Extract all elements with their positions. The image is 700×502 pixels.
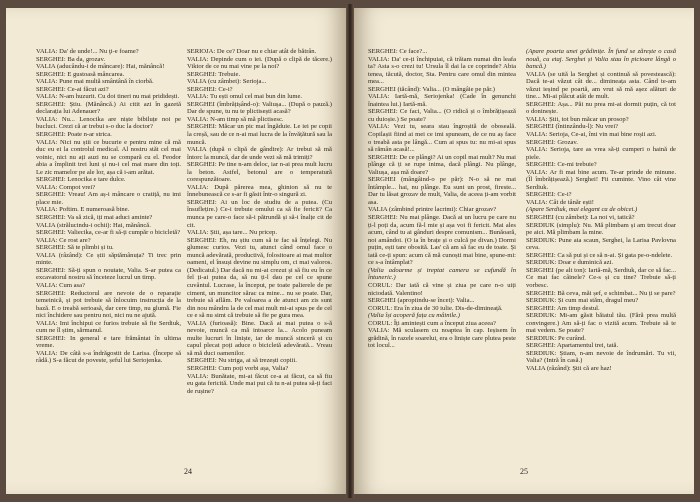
text-line: VALIA: Serioja, tare as vrea să-ți cumperi o haină de piele. — [526, 146, 676, 161]
text-line: SERDIUK: Pune aia scaun, Serghei, la Larisa Pavlovna ceva. — [526, 236, 676, 252]
text-line: VALIA: După părerea mea, ghinion să nu te înnebunească ce s-ar fi găsit într-o singură zi. — [187, 183, 332, 199]
text-line: SERGHEI: Valiecika, ce-ar fi să-ți cumpăr o bicicletă? — [36, 229, 181, 237]
text-line: SERGHEI: Ce faci, Valia... (O ridică și o îmbrățișează cu duioșie.) Se poate? — [368, 108, 516, 123]
text-line: SERGHEI: Lenocika e tare dulce. — [36, 176, 126, 184]
text-line: VALIA: Vezi tu, seara stau îngroșită de oboseală. Copilașii fiind ai mei ce imi spuneam, de ce nu aș face o treabă asta pe lângă... Cum ai spus tu: nu mi-ai spus să rămân acasă!... — [368, 123, 516, 154]
text-line: VALIA (râzând): Ce știi săptămânuța? Ti trec prin minte. — [36, 251, 181, 267]
text-line: VALIA: Bunătate, mi-ai făcut ce-a ai făcut, ca să fiu eu gata fericită. Unde mai pui că tu n-ai putea să-ți faci de rușine? — [187, 372, 332, 395]
text-line: SERGHEI: Poate n-ar strica. — [36, 131, 112, 139]
text-line: SERGHEI: Ce-i? — [187, 85, 233, 93]
text-line: SERGHEI: Ai un loc de studiu de a putea. (Cu însuflețire.) Ce-i trebuie omului ca să fie fericit? Ca munca pe care-o face să-i pătrundă și să-i înalțe cit de cit. — [187, 198, 332, 229]
text-line: SERGHEI: Așa... Păi nu prea mi-ai dormit puțin, că tot o doninește. — [526, 100, 676, 116]
text-line: SERGHEI: Ce-mi trebuie? — [526, 161, 597, 169]
text-line: SERGHEI: Ca să pui și ce să n-ai. Și gata pe-o-ndelete. — [526, 251, 673, 259]
text-line: SERGHEI: Ce-ai făcut azi? — [36, 85, 109, 93]
text-line: SERGHEI: Nu striga, ai să trezești copiii. — [187, 357, 297, 365]
text-line: (Valia adoarme și treptat camera se cufundă în întuneric.) — [368, 266, 516, 282]
text-line: SERGHEI: Eh, nu știu cum să te fac să înțelegi. Nu glumesc curios. Vezi tu, atunci când omul face o muncă adevărată, productivă, folositoare ai mai multor oameni, el însuși devine nu simplu om, ci mai valoros. (Dedicatul.) Dar dacă nu mi-ai crezut și să fiu eu în ce fel ți-ai putea da, să nu ți-l dau pe cel ce spune cuvântul. Lucrase, la început, pe toate palierele de pe ciment, un muncitor sărac ca mine... nu se poate. Dar, trebuie să aflăm. Pe valoarea a de atunci am zis sunt din nou mândru la de cel mai mult mi-ai spus pe de cel ce e să nu simt că trebuie să fie pe gura mea. — [187, 236, 332, 320]
text-line: VALIA: Știi, tot bun măcar un prosop? — [526, 115, 629, 123]
right-page-column-2 — [526, 48, 676, 373]
text-line: VALIA: De câtă s-a îndrăgostit de Larisa. (Începe să râdă.) S-a făcut de poveste, șeful lui Seriojenka. — [36, 349, 181, 365]
text-line: SERGHEI: De ce plângi? Ai un copil mai mult? Nu mai plânge că ți se rupe inima, dacă plângi. Nu plânge, Valiușa, așa mă doare? — [368, 153, 516, 176]
text-line: VALIA (râzând): Știi că are haz! — [526, 364, 612, 372]
text-line: CORUL: Era în ziua de 30 iulie. Dis-de-dimineață. — [368, 304, 503, 312]
text-line: VALIA (strălucindu-i ochii): Hai, mănâncă. — [36, 221, 151, 229]
text-line: (Valia își acoperă fața cu mâinile.) — [368, 312, 460, 320]
text-line: VALIA: Imi închipui ce furios trebuie să fie Serdiuk, cum ne îl știm, sărmanul. — [36, 319, 181, 335]
text-line: SERGHEI: Trebuie. — [187, 70, 241, 78]
text-line: VALIA: N-am timp să mă plictisesc. — [187, 115, 284, 123]
text-line: VALIA: Iartă-mă, Seriojenka! (Cade în genunchi înaintea lui.) Iartă-mă. — [368, 93, 516, 108]
text-line: VALIA: Nu... Lenocika are niște bibiluțe noi pe bucluci. Crezi că ar trebui s-o duc la doctor? — [36, 115, 181, 131]
right-page-column-1 — [368, 48, 516, 350]
text-line: SERDIUK: Mi-am găsit băiatul tău. (Fără prea multă convingere.) Am să-ți fac o vizită acum. Trebuie să te mai vedem. Se poate? — [526, 312, 676, 335]
text-line: VALIA: Da' ce-ți închipuiai, că trăiam numai din leafa ta? Asta s-o crezi tu! Ursula îl dai la ce coprinde? Abia tenea, tăcută, doctor, Sta. Pentru care omul din mintea mea... — [368, 55, 516, 86]
text-line: SERGHEI: In general e tare frământat în ultima vreme. — [36, 334, 181, 350]
left-page — [6, 8, 346, 494]
text-line: SERGHEI: Măcar un pic mai îngăduie. Le iei pe copii la creșă, sau de ce n-ai mai lucra de la învățătură sau la muncă. — [187, 123, 332, 146]
text-line: VALIA (se uită la Serghei și continuă să povestească): Dacă te-ai văzut cât de... dimineața asta. Când te-am văzut ieșind pe poartă, am vrut să mă așez alături de tine... Mi-ai plăcut atât de mult. — [526, 70, 676, 101]
text-line: VALIA: Pune mai multă smântână în ciorbă. — [36, 78, 154, 86]
text-line: VALIA: Cât de tânăr ești! — [526, 198, 594, 206]
text-line: VALIA: Tu ești omul cel mai bun din lume. — [187, 93, 303, 101]
text-line: VALIA: Mă sculasem cu noaptea în cap. Ieșisem în grădină, în razele soarelui, era o liniște care plutea peste tot locul... — [368, 327, 516, 350]
text-line: SERDIUK: Doar e duminică azi. — [526, 259, 613, 267]
text-line: SERIOJA: De ce? Doar nu e chiar atât de bătrân. — [187, 48, 317, 55]
text-line: SERGHEI (mângâind-o pe păr): N-o să ne mai întâmple... hai, nu plânge. Eu sunt un prost, fireste... Dar tu lăsat grozav de mult, Valia, de aceea ți-am vorbit asa. — [368, 176, 516, 206]
text-line: SERGHEI: E gustoasă mâncarea. — [36, 70, 125, 78]
text-line: SERGHEI: Cum poți vorbi așa, Valia? — [187, 364, 289, 372]
text-line: SERGHEI: Reductorul are nevoie de o reparație temeinică, și pot trebuie să înlocuim instrucția de la bază. E o treabă serioasă, dar cere timp, nu glumă. Fie nici închidere sau pentru noi, nici nu ne ajută. — [36, 289, 181, 320]
text-line: SERGHEI: Va să zică, iți mai aduci aminte? — [36, 214, 153, 222]
text-line: VALIA (furioasă): Bine. Dacă ai mai putea o s-ă nevoie, muncă ca mă intoarce la... Acolo puneam multe lucruri în liniște, iar de muncă sinceră și cu capul plecat poți aduce o bicicletă adevărată... Vreau să mă duci oamenilor. — [187, 319, 332, 357]
text-line: VALIA (după o clipă de gândire): Ar trebui să mă întorc la muncă, dar de unde vezi să mă trimiți? — [187, 146, 332, 161]
text-line: SERGHEI (apropiindu-se încet): Valia... — [368, 297, 475, 305]
text-line: SERGHEI: Bă ceva, măi șef, e schimbat... Nu ți se pare? — [526, 289, 676, 297]
text-line: SERGHEI: Am timp destul. — [526, 304, 600, 312]
text-line: SERGHEI: Apartamentul trei, tată. — [526, 342, 619, 350]
text-line: VALIA: Știi, așa tare... Nu pricep. — [187, 229, 277, 237]
text-line: SERGHEI: Nu mai plânge. Dacă ai un lucru pe care nu ți-l poți da, acum fă-l mie și așa voi fi fericit. Mai ales acum, când tu ai gânduri despre comunism... Bunăoară, noi amândoi. (O ia în brațe și o culcă pe divan.) Dormi puțin, ești tare obosită. Las' că am să fac eu de toate. Și iată ce-ți spun: acum că mă cunoști mai bine, spune-mi: ce s-a întâmplat? — [368, 214, 516, 267]
text-line: VALIA: Ar fi mai bine acum. Te-ar prinde de minune. (Îl îmbrățișează.) Serghei! Fii cuminte. Vino cât vine Serdiuk. — [526, 168, 676, 191]
text-line: SERDIUK: Pe curând. — [526, 334, 586, 342]
text-line: VALIA (cu zâmbet): Serioja... — [187, 78, 267, 86]
text-line: VALIA: Nici nu știi ce bucurie e pentru mine că mă duc eu ei la controlul medical. Al nostru stăt cel mai voinic, nici nu ați auzi nu se compară cu el. Feodor abia a împlinit trei luni și nu-i cel mai mare din toți. Le zic mamelor pe ale lor, așa că i-am arătat. — [36, 138, 181, 176]
book-gutter — [346, 4, 354, 498]
text-line: SERGHEI (îmbrățișând-o): Valiușa... (După o pauză.) Dar de spune, tu nu te plictisești acasă? — [187, 100, 332, 116]
text-line: SERGHEI (pe alt ton): Iartă-mă, Serdiuk, dar ce să fac... Ce mai fac câinele? Ce-s și cu tine? Trebuie să-ți vorbesc. — [526, 266, 676, 289]
text-line: SERGHEI: Ce-i? — [526, 191, 572, 199]
text-line: SERDIUK: Știam, n-am nevoie de îndrumări. Tu vii, Valia? (Intră în casă.) — [526, 349, 676, 365]
text-line: VALIA: Da' de unde!... Nu ţi-e foame? — [36, 48, 139, 55]
left-page-column-1 — [36, 48, 181, 365]
text-line: CORUL: Dar iată că vine și ziua pe care n-o uiți niciodată. Valentino! — [368, 281, 516, 297]
text-line: CORUL: Îți amintești cum a început ziua aceea? — [368, 319, 496, 327]
text-line: SERGHEI (întinzându-l): Nu vrei? — [526, 123, 619, 131]
text-line: SERGHEI: Vreau! Am aș-i mâncare o cratiță, nu imi place mie. — [36, 191, 181, 206]
page-number: 24 — [184, 467, 192, 476]
text-line: VALIA: Depinde cum o iei. (După o clipă de tăcere.) Viktor de ce nu mai vine pe la noi? — [187, 55, 332, 71]
text-line: VALIA: Cum asa? — [36, 281, 85, 289]
text-line: SERGHEI (tăcând): Valia... (O mângâie pe păr.) — [368, 85, 495, 93]
text-line: SERDIUK (simplu): Nu. Mă plimbam și am trecut doar pe aici. Mă plimbam la mine. — [526, 221, 676, 237]
left-page-column-2 — [187, 48, 332, 395]
text-line: VALIA (zâmbind printre lacrimi): Chiar grozav? — [368, 206, 497, 214]
text-line: SERGHEI: Grozav. — [526, 138, 578, 146]
page-number: 25 — [520, 467, 528, 476]
text-line: VALIA (aducându-i de mâncare): Hai, mănâncă! — [36, 63, 165, 71]
text-line: SERGHEI: Să-ți spun o noutate, Valia. S-ar putea ca excavatorul nostru să înceteze lucrul un timp. — [36, 266, 181, 282]
text-line: VALIA: N-am huzurit. Cu doi tineri nu mai prididești. — [36, 93, 180, 101]
text-line: (Apare poarta unei grădinițe. În fund se zărește o casă nouă, cu etaj. Serghei și Valia stau în picioare lângă o bancă.) — [526, 48, 676, 71]
text-line: SERGHEI: Ce face?... — [368, 48, 428, 55]
text-line: VALIA: Serioja, Ce-ai, îmi vin mai bine roșii azi. — [526, 131, 657, 139]
text-line: SERGHEI: Știu. (Mănâncă.) Ai citit azi în gazetă declarația lui Adenauer? — [36, 100, 181, 116]
text-line: (Apare Serdiuk, mai elegant ca de obicei.) — [526, 206, 638, 214]
text-line: VALIA: Ce rost are? — [36, 236, 91, 244]
text-line: SERGHEI: Ba da, grozav. — [36, 55, 105, 63]
text-line: VALIA: Compot vrei? — [36, 183, 96, 191]
text-line: SERGHEI: Pe tine n-am deloc, iar n-ai prea mult lucru la beton. Astfel, betonul are o temperatură corespunzătoare. — [187, 161, 332, 184]
text-line: SERGHEI (cu zâmbet): La noi vi, tatică? — [526, 214, 635, 222]
right-page — [354, 8, 694, 494]
text-line: SERDIUK: Și cum mai stăm, dragul meu? — [526, 297, 639, 305]
text-line: SERGHEI: Să te plimbi și tu. — [36, 244, 114, 252]
text-line: VALIA: Poftim. E numeroasă bine. — [36, 206, 130, 214]
